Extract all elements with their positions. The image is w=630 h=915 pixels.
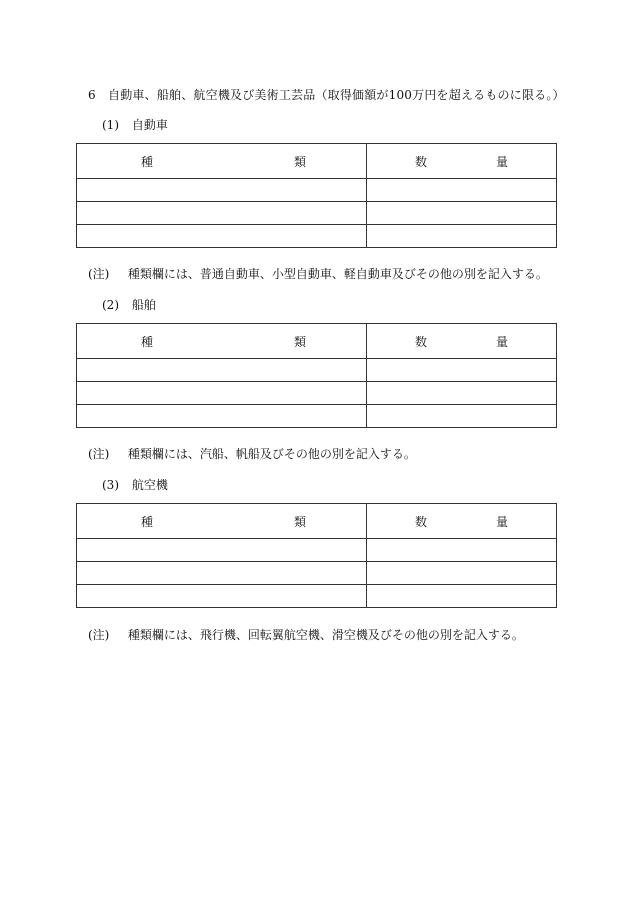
header-char: 数: [415, 514, 428, 529]
section-2-title: [102, 296, 156, 313]
quantity-cell[interactable]: [367, 202, 557, 225]
quantity-cell[interactable]: [367, 585, 557, 608]
kind-cell[interactable]: [77, 202, 367, 225]
quantity-column-header: [367, 504, 557, 539]
ship-table: [76, 323, 557, 428]
kind-cell[interactable]: [77, 225, 367, 248]
quantity-column-header: [367, 324, 557, 359]
vehicle-table: [76, 143, 557, 248]
table-row: [77, 405, 557, 428]
header-char: 種: [141, 154, 154, 169]
table-header-row: [77, 504, 557, 539]
section-number: (1): [102, 118, 119, 132]
table-row: [77, 179, 557, 202]
header-char: 数: [415, 334, 428, 349]
header-char: 量: [495, 154, 508, 169]
quantity-cell[interactable]: [367, 539, 557, 562]
kind-cell[interactable]: [77, 382, 367, 405]
kind-column-header: [77, 324, 367, 359]
section-2-note: [88, 445, 416, 462]
kind-column-header: [77, 144, 367, 179]
quantity-cell[interactable]: [367, 562, 557, 585]
table-row: [77, 562, 557, 585]
kind-cell[interactable]: [77, 405, 367, 428]
kind-cell[interactable]: [77, 359, 367, 382]
table-row: [77, 225, 557, 248]
note-text: 種類欄には、普通自動車、小型自動車、軽自動車及びその他の別を記入する。: [127, 267, 548, 281]
quantity-cell[interactable]: [367, 179, 557, 202]
section-3-note: [88, 626, 524, 643]
header-char: 数: [415, 154, 428, 169]
table-row: [77, 539, 557, 562]
table-row: [77, 202, 557, 225]
table-header-row: [77, 324, 557, 359]
quantity-cell[interactable]: [367, 405, 557, 428]
aircraft-table: [76, 503, 557, 608]
quantity-column-header: [367, 144, 557, 179]
kind-column-header: [77, 504, 367, 539]
note-text: 種類欄には、汽船、帆船及びその他の別を記入する。: [127, 447, 416, 461]
header-char: 類: [293, 514, 306, 529]
header-char: 類: [293, 334, 306, 349]
table-row: [77, 359, 557, 382]
header-char: 種: [141, 334, 154, 349]
section-1-note: [88, 265, 548, 282]
table-row: [77, 585, 557, 608]
header-char: 量: [495, 334, 508, 349]
table-header-row: [77, 144, 557, 179]
note-text: 種類欄には、飛行機、回転翼航空機、滑空機及びその他の別を記入する。: [127, 628, 524, 642]
note-tag: (注): [88, 447, 110, 461]
section-label: 船舶: [131, 298, 156, 312]
quantity-cell[interactable]: [367, 359, 557, 382]
quantity-cell[interactable]: [367, 225, 557, 248]
section-number: (2): [102, 298, 119, 312]
kind-cell[interactable]: [77, 585, 367, 608]
section-number: (3): [102, 478, 119, 492]
kind-cell[interactable]: [77, 539, 367, 562]
section-label: 航空機: [131, 478, 168, 492]
section-label: 自動車: [131, 118, 168, 132]
kind-cell[interactable]: [77, 562, 367, 585]
section-3-title: [102, 476, 168, 493]
note-tag: (注): [88, 267, 110, 281]
header-char: 種: [141, 514, 154, 529]
kind-cell[interactable]: [77, 179, 367, 202]
table-row: [77, 382, 557, 405]
section-1-title: [102, 116, 168, 133]
section-heading: 6 自動車、船舶、航空機及び美術工芸品（取得価額が100万円を超えるものに限る。）: [88, 88, 565, 102]
note-tag: (注): [88, 628, 110, 642]
header-char: 量: [495, 514, 508, 529]
quantity-cell[interactable]: [367, 382, 557, 405]
header-char: 類: [293, 154, 306, 169]
